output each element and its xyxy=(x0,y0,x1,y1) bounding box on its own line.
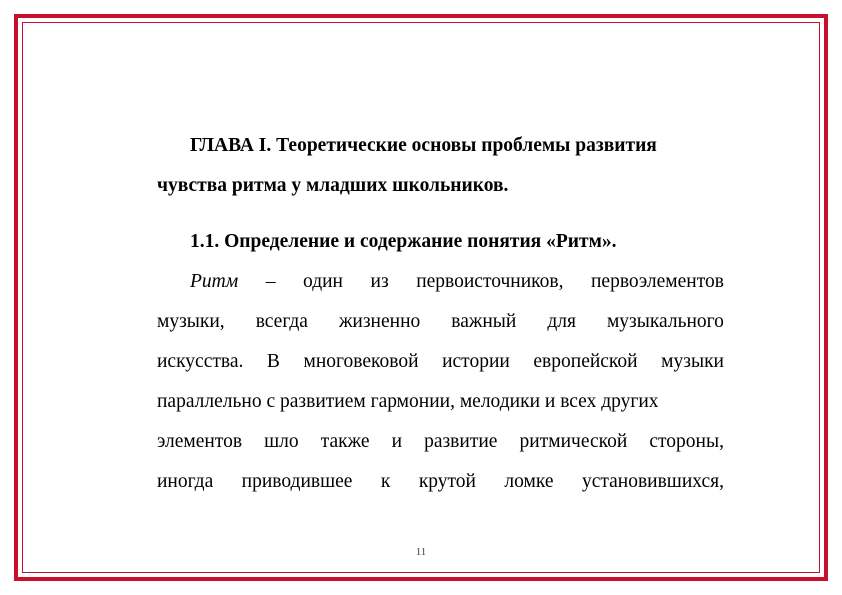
word: истории xyxy=(442,351,510,372)
word: для xyxy=(547,311,576,332)
word: жизненно xyxy=(338,311,421,332)
word: музыки, xyxy=(157,311,225,332)
page-number: 11 xyxy=(415,546,427,558)
chapter-heading-line-2: чувства ритма у младших школьников. xyxy=(157,175,509,196)
word: установившихся, xyxy=(581,471,724,492)
word: музыки xyxy=(661,351,724,372)
word: – xyxy=(265,271,276,292)
word: европейской xyxy=(533,351,638,372)
line-text: параллельно с развитием гармонии, мелодики и всех других xyxy=(157,391,659,412)
paragraph-line-5 xyxy=(157,422,724,462)
word: ломке xyxy=(504,471,554,492)
word: шло xyxy=(264,431,299,452)
word: и xyxy=(391,431,402,452)
word: первоисточников, xyxy=(416,271,564,292)
paragraph-line-1 xyxy=(157,262,724,302)
word: всегда xyxy=(255,311,308,332)
term-ritm: Ритм xyxy=(190,271,239,292)
word: элементов xyxy=(157,431,243,452)
word: искусства. xyxy=(157,351,244,372)
paragraph-line-4 xyxy=(157,382,724,422)
word: первоэлементов xyxy=(591,271,724,292)
word: музыкального xyxy=(606,311,724,332)
word: к xyxy=(380,471,391,492)
word: В xyxy=(266,351,280,372)
word: развитие xyxy=(424,431,498,452)
word: важный xyxy=(451,311,517,332)
chapter-heading-line-1: ГЛАВА I. Теоретические основы проблемы развития xyxy=(190,135,657,156)
word: также xyxy=(320,431,370,452)
paragraph-line-2 xyxy=(157,302,724,342)
word: один xyxy=(303,271,343,292)
paragraph-line-3 xyxy=(157,342,724,382)
word: ритмической xyxy=(519,431,628,452)
paragraph-line-6 xyxy=(157,462,724,502)
word: крутой xyxy=(418,471,476,492)
section-heading: 1.1. Определение и содержание понятия «Ритм». xyxy=(190,231,617,252)
word: многовековой xyxy=(303,351,419,372)
word: приводившее xyxy=(241,471,353,492)
word: из xyxy=(370,271,389,292)
word: стороны, xyxy=(649,431,724,452)
page-content xyxy=(157,126,724,502)
word: иногда xyxy=(157,471,214,492)
